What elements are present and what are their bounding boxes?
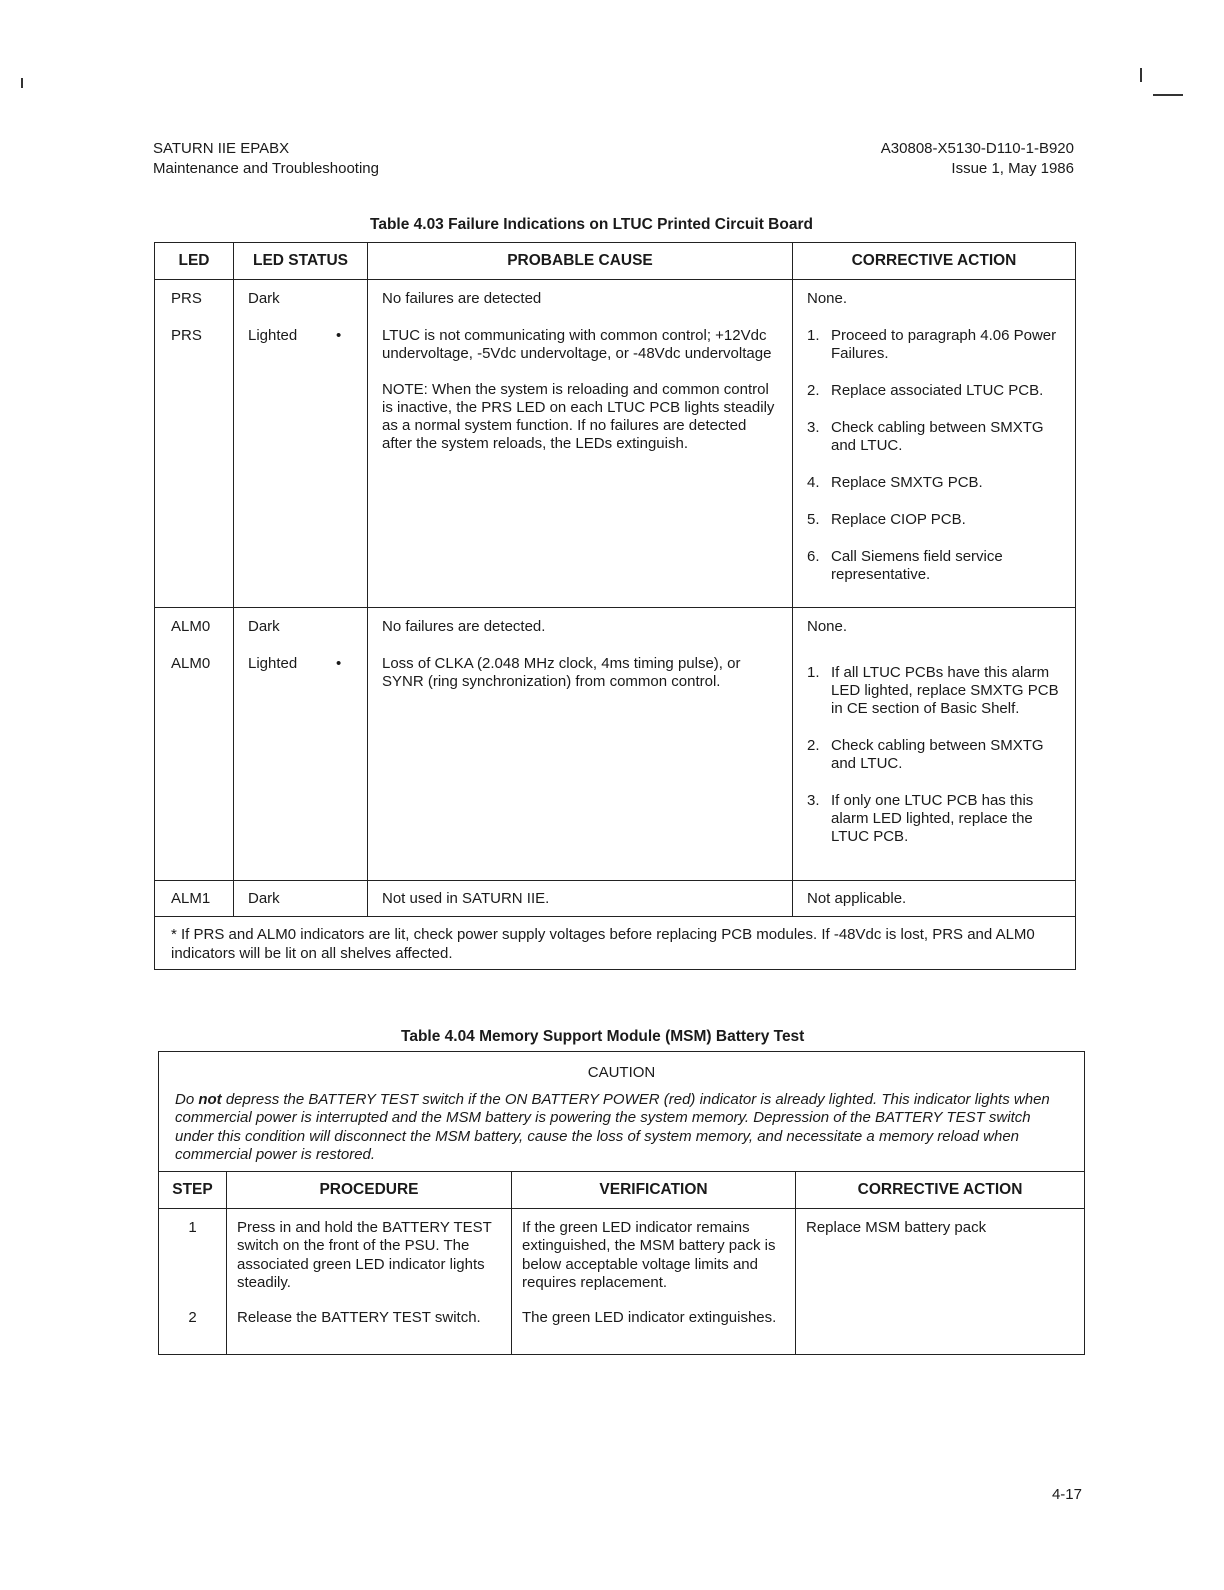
table-row-alm1	[155, 881, 1076, 917]
led-status: Dark	[248, 290, 280, 307]
corrective-action-cell	[793, 280, 1076, 608]
table-4-03-caption: Table 4.03 Failure Indications on LTUC Printed Circuit Board	[370, 216, 813, 233]
corrective-action: None.	[807, 290, 848, 307]
corrective-action: Not applicable.	[793, 881, 1076, 917]
column-header: STEP	[159, 1171, 227, 1208]
probable-cause: No failures are detected.	[382, 618, 546, 635]
verification-text: The green LED indicator extinguishes.	[522, 1308, 777, 1326]
scan-mark	[1140, 68, 1142, 82]
document-title: SATURN IIE EPABX	[153, 140, 290, 157]
document-header-right	[881, 139, 1074, 179]
document-header-left	[153, 139, 379, 179]
led-name: ALM1	[155, 881, 234, 917]
scan-mark	[21, 78, 23, 88]
led-name: PRS	[171, 327, 202, 344]
led-cell	[155, 608, 234, 881]
document-number: A30808-X5130-D110-1-B920	[880, 140, 1074, 157]
procedure-text: Release the BATTERY TEST switch.	[237, 1308, 481, 1326]
corrective-action-cell: Replace MSM battery pack	[796, 1208, 1085, 1354]
action-item: 2. Check cabling between SMXTG and LTUC.	[807, 737, 1044, 772]
led-name: ALM0	[171, 618, 211, 635]
table-footnote: * If PRS and ALM0 indicators are lit, check power supply voltages before replacing PCB modules. If -48Vdc is lost, PRS and ALM0 indicators will be lit on all shelves affected.	[155, 917, 1076, 970]
probable-cause-cell	[368, 608, 793, 881]
table-row-alm0	[155, 608, 1076, 881]
column-header: CORRECTIVE ACTION	[793, 243, 1076, 280]
probable-cause: Loss of CLKA (2.048 MHz clock, 4ms timing pulse), or SYNR (ring synchronization) from common control.	[382, 655, 741, 690]
footnote-row	[155, 917, 1076, 970]
action-item: 2. Replace associated LTUC PCB.	[807, 382, 1044, 399]
caution-text: Do not depress the BATTERY TEST switch if the ON BATTERY POWER (red) indicator is already lighted. This indicator lights when commercial power is interrupted and the MSM battery is powering the system memory. Depression of the BATTERY TEST switch under this condition will disconnect the MSM battery, cause the loss of system memory, and necessitate a memory reload when commercial power is restored.	[175, 1090, 1050, 1163]
table-row-steps	[159, 1208, 1085, 1354]
action-item: 1. Proceed to paragraph 4.06 Power Failures.	[807, 327, 1057, 362]
led-status: Dark	[248, 618, 280, 635]
column-header: PROBABLE CAUSE	[368, 243, 793, 280]
action-item: 4. Replace SMXTG PCB.	[807, 474, 983, 491]
probable-cause-cell	[368, 280, 793, 608]
caution-title: CAUTION	[587, 1064, 656, 1081]
led-status: Dark	[234, 881, 368, 917]
document-issue: Issue 1, May 1986	[951, 160, 1074, 177]
table-row-prs	[155, 280, 1076, 608]
verification-text: If the green LED indicator remains extinguished, the MSM battery pack is below acceptable voltage limits and requires replacement.	[522, 1218, 776, 1291]
column-header: CORRECTIVE ACTION	[796, 1171, 1085, 1208]
led-status: Lighted	[248, 327, 298, 344]
action-item: 5. Replace CIOP PCB.	[807, 511, 966, 528]
table-header-row	[155, 243, 1076, 280]
msm-battery-test-table	[158, 1051, 1085, 1355]
footnote-marker: •	[335, 655, 342, 672]
caution-cell	[159, 1052, 1085, 1172]
procedure-cell	[227, 1208, 512, 1354]
probable-cause: Not used in SATURN IIE.	[368, 881, 793, 917]
status-cell	[234, 280, 368, 608]
page-number: 4-17	[1051, 1486, 1082, 1503]
probable-cause: No failures are detected	[382, 290, 542, 307]
ltuc-failure-table	[154, 242, 1076, 970]
note-text: NOTE: When the system is reloading and common control is inactive, the PRS LED on each LTUC PCB lights steadily as a normal system function. If no failures are detected after the system reloads, the LEDs extinguish.	[382, 381, 775, 452]
led-name: ALM0	[171, 655, 211, 672]
document-subtitle: Maintenance and Troubleshooting	[153, 160, 379, 177]
step-number: 2	[188, 1308, 197, 1326]
column-header: LED STATUS	[234, 243, 368, 280]
table-4-04-caption: Table 4.04 Memory Support Module (MSM) Battery Test	[401, 1028, 805, 1045]
column-header: LED	[155, 243, 234, 280]
corrective-action-cell	[793, 608, 1076, 881]
led-cell	[155, 280, 234, 608]
footnote-marker: •	[335, 327, 342, 344]
step-cell	[159, 1208, 227, 1354]
led-name: PRS	[171, 290, 202, 307]
led-status: Lighted	[248, 655, 298, 672]
verification-cell	[512, 1208, 796, 1354]
scan-mark	[1153, 94, 1183, 96]
caution-row	[159, 1052, 1085, 1172]
procedure-text: Press in and hold the BATTERY TEST switch on the front of the PSU. The associated green LED indicator lights steadily.	[237, 1218, 492, 1291]
table-header-row	[159, 1171, 1085, 1208]
action-item: 3. Check cabling between SMXTG and LTUC.	[807, 419, 1044, 454]
corrective-action: None.	[807, 618, 848, 635]
step-number: 1	[188, 1218, 197, 1236]
column-header: PROCEDURE	[227, 1171, 512, 1208]
action-item: 6. Call Siemens field service representative.	[807, 548, 1003, 583]
probable-cause: LTUC is not communicating with common control; +12Vdc undervoltage, -5Vdc undervoltage, or -48Vdc undervoltage	[382, 327, 772, 362]
action-item: 1. If all LTUC PCBs have this alarm LED lighted, replace SMXTG PCB in CE section of Basic Shelf.	[807, 664, 1059, 717]
status-cell	[234, 608, 368, 881]
column-header: VERIFICATION	[512, 1171, 796, 1208]
action-item: 3. If only one LTUC PCB has this alarm LED lighted, replace the LTUC PCB.	[807, 792, 1034, 845]
